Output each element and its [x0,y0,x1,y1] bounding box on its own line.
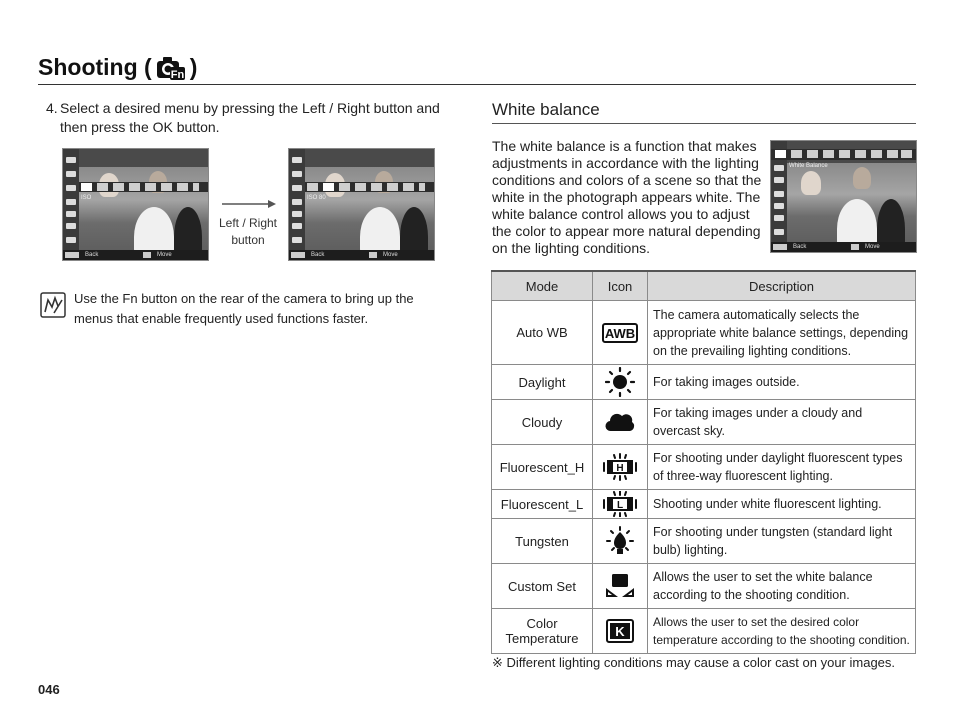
menu-button-icon [65,252,79,258]
lcd-back-label: Back [85,252,99,258]
title-text: Shooting ( [38,54,152,80]
memo-note-icon [40,292,66,318]
custom-set-icon [605,573,635,599]
lcd-bottom-bar [63,250,208,260]
sun-icon [605,367,635,397]
header-description: Description [648,271,916,301]
step-number: 4. [46,100,58,116]
header-icon: Icon [593,271,648,301]
menu-button-icon [773,244,787,250]
mode-cell: Cloudy [492,400,593,445]
mode-cell: Custom Set [492,564,593,609]
lcd-move-label: Move [157,252,172,258]
table-row [492,564,916,609]
footnote: ※ Different lighting conditions may cause a color cast on your images. [492,655,896,670]
mode-cell: Auto WB [492,301,593,365]
mode-cell: Fluorescent_H [492,445,593,490]
page-number: 046 [38,682,60,697]
svg-text:AWB: AWB [604,325,636,341]
table-row [492,609,916,654]
table-header-row [492,271,916,301]
svg-text:H: H [616,463,624,474]
header-mode: Mode [492,271,593,301]
lcd-tag: ISO 80 [307,195,326,201]
table-row [492,519,916,564]
title-divider [38,84,916,85]
lcd-screen-white-balance [770,140,917,253]
mode-cell: Tungsten [492,519,593,564]
lcd-option-strip [305,182,434,192]
cloud-icon [605,411,635,433]
table-row [492,490,916,519]
arrow-label-line1: Left / Right [218,216,278,230]
svg-text:K: K [615,624,625,639]
table-row [492,445,916,490]
lcd-tag: White Balance [789,163,828,169]
lcd-photo [305,167,434,260]
lcd-photo [787,163,916,252]
white-balance-table [491,270,916,654]
arrow-label-line2: button [231,233,265,247]
description-cell: Shooting under white fluorescent lighting. [648,490,916,519]
lcd-screen-right [288,148,435,261]
lcd-back-label: Back [793,244,807,250]
lcd-bottom-bar [771,242,916,252]
note-text: Use the Fn button on the rear of the camera to bring up the menus that enable frequently used functions faster. [74,291,414,326]
lcd-sidebar [63,149,79,260]
description-cell: Allows the user to set the desired color temperature according to the shooting condition. [648,609,916,654]
section-intro: The white balance is a function that makes adjustments in accordance with the lighting conditions and colors of a scene so that the white in the photograph appears white. The white balance control allows you to adjust the color to appear more natural depending on the lighting conditions. [492,138,762,256]
description-cell: Allows the user to set the white balance according to the shooting condition. [648,564,916,609]
lcd-bottom-bar [289,250,434,260]
move-button-icon [143,252,151,258]
description-cell: For taking images under a cloudy and overcast sky. [648,400,916,445]
fluorescent-h-icon [602,453,638,481]
lcd-move-label: Move [865,244,880,250]
lcd-photo [79,167,208,260]
mode-cell: Fluorescent_L [492,490,593,519]
table-row [492,400,916,445]
title-text-close: ) [189,54,198,80]
lcd-move-label: Move [383,252,398,258]
move-button-icon [851,244,859,250]
description-cell: For taking images outside. [648,365,916,400]
bulb-icon [605,526,635,556]
table-row [492,365,916,400]
menu-button-icon [291,252,305,258]
color-temperature-icon [606,619,634,643]
move-button-icon [369,252,377,258]
svg-text:L: L [616,500,624,511]
awb-icon [602,323,638,343]
lcd-tag: ISO [81,195,92,201]
camera-fn-icon [156,55,186,81]
lcd-sidebar [289,149,305,260]
description-cell: The camera automatically selects the appropriate white balance settings, depending on the prevailing lighting conditions. [648,301,916,365]
page-title [38,54,197,81]
description-cell: For shooting under daylight fluorescent types of three-way fluorescent lighting. [648,445,916,490]
mode-cell: Daylight [492,365,593,400]
mode-cell: Color Temperature [492,609,593,654]
section-divider [492,123,916,124]
table-row [492,301,916,365]
section-title: White balance [492,100,600,119]
fluorescent-l-icon [602,491,638,517]
lcd-option-strip [79,182,208,192]
right-arrow-icon [222,200,276,208]
lcd-back-label: Back [311,252,325,258]
svg-text:Fn: Fn [170,68,184,81]
lcd-option-strip [771,149,916,160]
arrow-label [218,215,278,249]
description-cell: For shooting under tungsten (standard light bulb) lighting. [648,519,916,564]
lcd-screen-left [62,148,209,261]
step-text: Select a desired menu by pressing the Left / Right button and then press the OK button. [60,100,440,135]
